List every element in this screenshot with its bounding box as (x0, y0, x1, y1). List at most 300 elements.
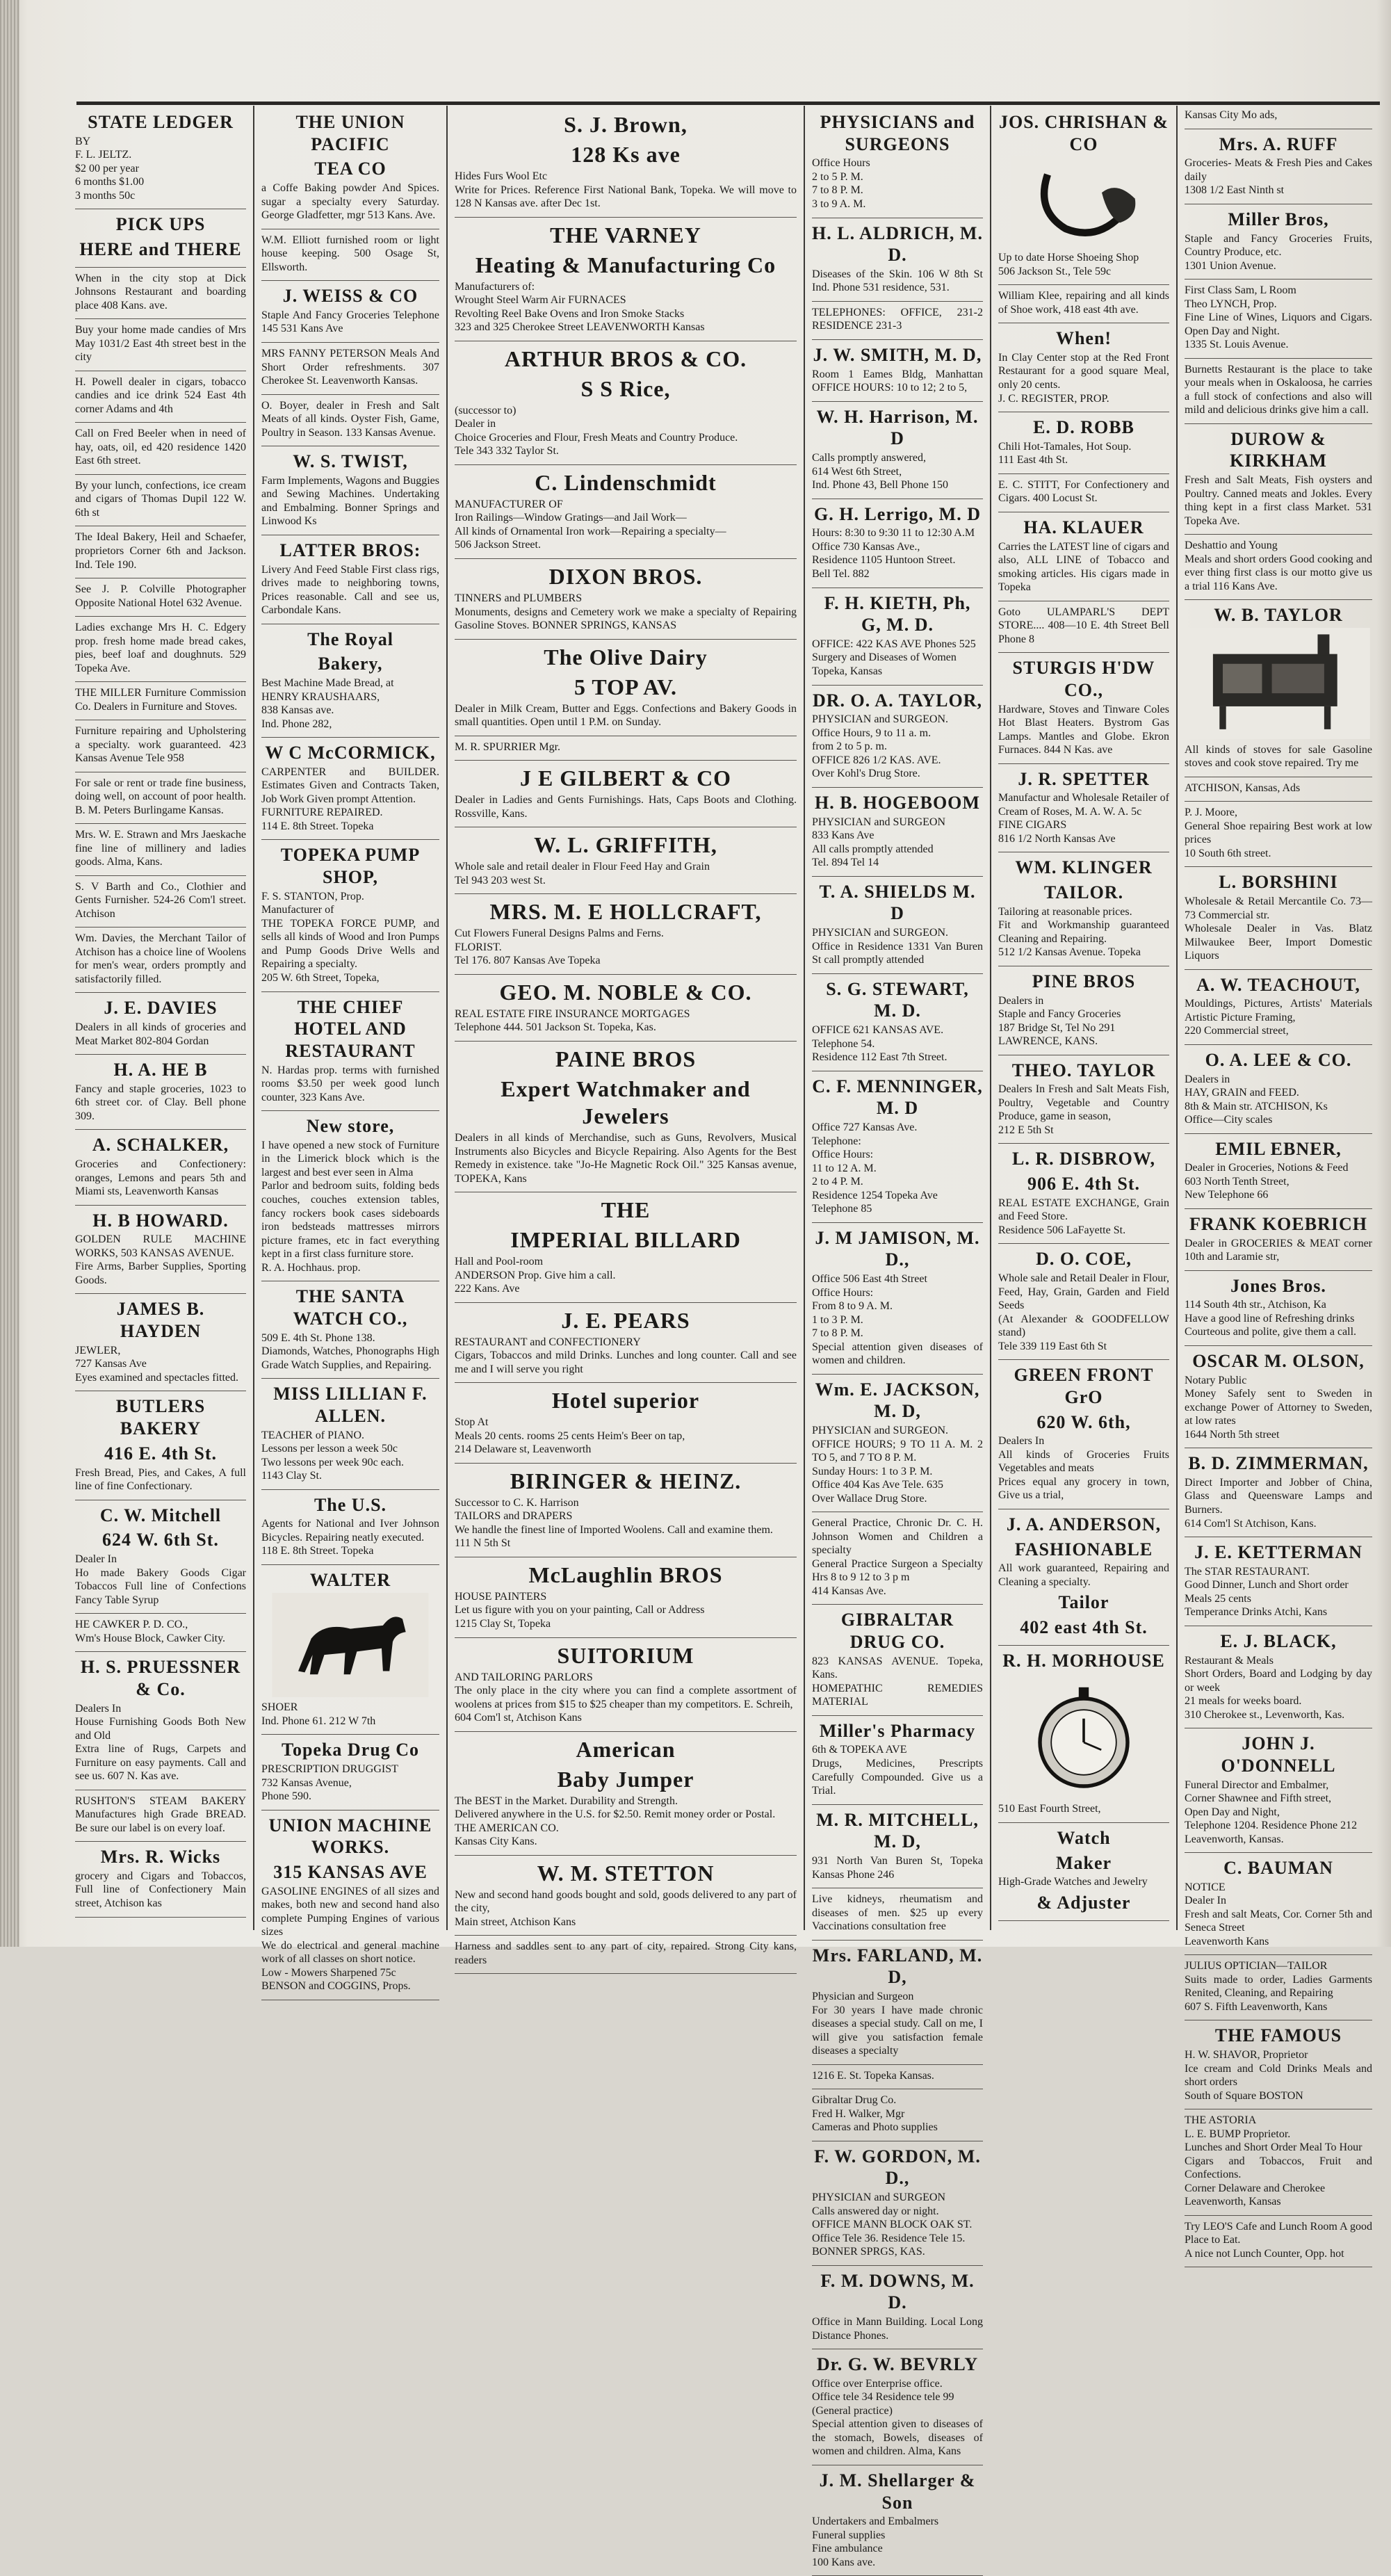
advertisement (75, 479, 246, 520)
ad-subheadline: 402 east 4th St. (1020, 1617, 1148, 1638)
advertisement (1185, 539, 1372, 593)
ad-body-line: M. R. SPURRIER Mgr. (455, 740, 561, 753)
ad-divider (455, 464, 797, 465)
page-binding-edge (0, 0, 19, 1947)
ad-headline: W. L. GRIFFITH, (534, 832, 717, 858)
ad-body-line: Money Safely sent to Sweden in exchange Power of Attorney to Sweden, at low rates (1185, 1388, 1372, 1427)
advertisement (998, 517, 1169, 594)
ad-headline: H. B. HOGEBOOM (815, 792, 980, 813)
ad-body-line: Topeka, Kansas (812, 665, 883, 677)
advertisement (261, 1815, 439, 1993)
advertisement (998, 1148, 1169, 1237)
ad-body-line: Wm. Davies, the Merchant Tailor of Atchison has a choice line of Woolens for men's wear, orders promptly and satisfactorily filled. (75, 932, 246, 985)
ad-body-line: Tele 339 119 East 6th St (998, 1340, 1107, 1352)
ad-divider (455, 1041, 797, 1042)
ad-headline: MRS. M. E HOLLCRAFT, (489, 899, 762, 925)
ad-body-line: Office—City scales (1185, 1114, 1273, 1126)
ad-body-line: ANDERSON Prop. Give him a call. (455, 1269, 616, 1281)
ad-body-line: 1335 St. Louis Avenue. (1185, 339, 1289, 351)
ad-body-line: 8th & Main str. ATCHISON, Ks (1185, 1100, 1328, 1112)
ad-body-line: Office over Enterprise office. (812, 2377, 943, 2390)
column-5 (993, 108, 1175, 1930)
advertisement (1185, 1350, 1372, 1441)
ad-body-line: 604 Com'l st, Atchison Kans (455, 1712, 582, 1724)
ad-body-line: HENRY KRAUSHAARS, (261, 690, 380, 703)
ad-divider (75, 1841, 246, 1842)
advertisement (1185, 2114, 1372, 2209)
ad-headline: O. A. LEE & CO. (1205, 1049, 1352, 1070)
ad-body-line: 118 E. 8th Street. Topeka (261, 1545, 374, 1557)
advertisement (812, 2069, 983, 2083)
ad-body-line: Groceries- Meats & Fresh Pies and Cakes daily (1185, 157, 1372, 183)
ad-body-line: Burnetts Restaurant is the place to take your meals when in Oskaloosa, he carries a full stock of confections and also will mild and delicious drinks give him a call. (1185, 363, 1372, 416)
ad-body-line: Let us figure with you on your painting, Call or Address (455, 1604, 705, 1617)
ad-divider (75, 681, 246, 682)
ad-headline: J. E. DAVIES (104, 998, 218, 1019)
ad-headline: J E GILBERT & CO (519, 765, 732, 791)
ad-divider (455, 1973, 797, 1974)
ad-body-line: 1215 Clay St, Topeka (455, 1617, 551, 1630)
ad-body-line: Undertakers and Embalmers (812, 2516, 939, 2528)
ad-body-line: Dealers In (998, 1435, 1045, 1448)
ad-body-line: Dealer In (1185, 1895, 1226, 1907)
advertisement (261, 1739, 439, 1803)
advertisement (455, 1307, 797, 1377)
ad-body-line: Staple and Fancy Groceries (998, 1008, 1121, 1021)
ad-headline: Hotel superior (551, 1388, 700, 1413)
ad-divider (998, 1359, 1169, 1360)
ad-body-line: 212 E 5th St (998, 1124, 1054, 1136)
ad-body-line: (successor to) (455, 404, 516, 416)
advertisement (1185, 2025, 1372, 2103)
ad-headline: J. WEISS & CO (282, 286, 418, 307)
advertisement (812, 1379, 983, 1506)
ad-body-line: Room 1 Eames Bldg, Manhattan OFFICE HOURS: 10 to 12; 2 to 5, (812, 368, 983, 394)
ad-headline: American (576, 1736, 676, 1762)
ad-body-line: Office 727 Kansas Ave. (812, 1121, 918, 1133)
ad-body-line: Temperance Drinks Atchi, Kans (1185, 1606, 1328, 1619)
ad-divider (455, 1637, 797, 1638)
ad-body-line: Staple and Fancy Groceries Fruits, Country Produce, etc. (1185, 232, 1372, 259)
ad-body-line: 727 Kansas Ave (75, 1358, 147, 1370)
ad-divider (75, 318, 246, 319)
ad-body-line: 187 Bridge St, Tel No 291 (998, 1021, 1116, 1034)
ad-divider (261, 1564, 439, 1565)
ad-headline: STATE LEDGER (88, 112, 234, 132)
ad-body-line: Special attention given diseases of women and children. (812, 1340, 983, 1367)
ad-body-line: Funeral Director and Embalmer, (1185, 1779, 1329, 1791)
ad-body-line: Office 506 East 4th Street (812, 1273, 927, 1286)
ad-subheadline: 620 W. 6th, (1036, 1411, 1131, 1432)
ad-body-line: Short Orders, Board and Lodging by day or week (1185, 1668, 1372, 1694)
ad-headline: THEO. TAYLOR (1011, 1060, 1156, 1080)
ad-body-line: In Clay Center stop at the Red Front Restaurant for a good square Meal, only 20 cents. (998, 351, 1169, 391)
ad-body-line: 7 to 8 P. M. (812, 1327, 863, 1340)
ad-body-line: TAILORS and DRAPERS (455, 1510, 573, 1523)
ad-body-line: P. J. Moore, (1185, 807, 1238, 819)
ad-headline: WM. KLINGER (1015, 857, 1153, 878)
ad-headline: W C McCORMICK, (265, 743, 436, 763)
ad-divider (261, 1734, 439, 1735)
ad-headline: Jones Bros. (1230, 1275, 1326, 1296)
ad-body-line: Fancy and staple groceries, 1023 to 6th street cor. of Clay. Bell phone 309. (75, 1083, 246, 1122)
ad-subheadline: Bakery, (318, 654, 383, 674)
ad-divider (1185, 534, 1372, 535)
ad-body-line: William Klee, repairing and all kinds of Shoe work, 418 east 4th ave. (998, 290, 1169, 316)
ad-body-line: 510 East Fourth Street, (998, 1803, 1101, 1815)
ad-body-line: Mrs. W. E. Strawn and Mrs Jaeskache fine line of millinery and ladies goods. Alma, Kans. (75, 829, 246, 868)
advertisement (1185, 209, 1372, 273)
advertisement (75, 1210, 246, 1288)
ad-body-line: South of Square BOSTON (1185, 2089, 1303, 2102)
ad-divider (1185, 1345, 1372, 1346)
advertisement (261, 996, 439, 1105)
ad-headline: A. W. TEACHOUT, (1196, 974, 1360, 995)
ad-body-line: Cameras and Photo supplies (812, 2121, 938, 2134)
advertisement (455, 1046, 797, 1185)
ad-divider (812, 685, 983, 686)
ad-body-line: 3 months 50c (75, 189, 136, 202)
ad-body-line: Monuments, designs and Cemetery work we make a specialty of Repairing Gasoline Stoves. BONNER SPRINGS, KANSAS (455, 606, 797, 632)
advertisement (998, 606, 1169, 647)
ad-headline: Miller's Pharmacy (819, 1720, 976, 1741)
column-4 (806, 108, 989, 2568)
ad-divider (261, 737, 439, 738)
advertisement (998, 327, 1169, 405)
advertisement (261, 1286, 439, 1372)
ad-body-line: See J. P. Colville Photographer Opposite National Hotel 632 Avenue. (75, 583, 246, 609)
ad-body-line: Low - Mowers Sharpened 75c (261, 1966, 396, 1979)
ad-body-line: GOLDEN RULE MACHINE WORKS, 503 KANSAS AVENUE. (75, 1233, 246, 1259)
ad-headline: C. BAUMAN (1223, 1858, 1333, 1879)
ad-body-line: 6 months $1.00 (75, 176, 145, 188)
ad-headline: S. J. Brown, (564, 112, 688, 137)
advertisement (812, 2146, 983, 2259)
ad-body-line: Gibraltar Drug Co. (812, 2094, 897, 2107)
ad-body-line: 323 and 325 Cherokee Street LEAVENWORTH Kansas (455, 321, 705, 334)
ad-divider (75, 875, 246, 876)
ad-divider (261, 280, 439, 281)
ad-divider (998, 1645, 1169, 1646)
ad-divider (261, 1378, 439, 1379)
ad-body-line: Over Wallace Drug Store. (812, 1492, 927, 1505)
ad-body-line: Hall and Pool-room (455, 1256, 544, 1268)
ad-body-line: Ladies exchange Mrs H. C. Edgery prop. fresh home made bread cakes, pies, beef loaf and doughnuts. 529 Topeka Ave. (75, 622, 246, 674)
ad-body-line: Kansas City Mo ads, (1185, 109, 1278, 121)
ad-body-line: Office tele 34 Residence tele 99 (812, 2391, 954, 2404)
ad-subheadline: HERE and THERE (79, 239, 242, 260)
ad-divider (75, 422, 246, 423)
ad-headline: When! (1055, 328, 1112, 349)
ad-subheadline: 128 Ks ave (571, 142, 681, 168)
advertisement (1185, 2220, 1372, 2261)
ad-body-line: Cigars, Tobaccos and mild Drinks. Lunches and long counter. Call and see me and I will serve you right (455, 1350, 797, 1375)
ad-headline: J. E. PEARS (561, 1307, 690, 1333)
advertisement (998, 111, 1169, 278)
advertisement (1185, 1857, 1372, 1948)
ad-headline: H. S. PRUESSNER & Co. (80, 1657, 241, 1699)
advertisement (455, 765, 797, 820)
ad-body-line: Bell Tel. 882 (812, 568, 870, 580)
ad-divider (75, 267, 246, 268)
ad-headline: McLaughlin BROS (528, 1562, 723, 1587)
ad-divider (455, 1935, 797, 1936)
column-divider (1176, 106, 1178, 1930)
ad-body-line: 614 Com'l St Atchison, Kans. (1185, 1517, 1317, 1530)
ad-body-line: Farm Implements, Wagons and Buggies and Sewing Machines. Undertaking and Embalming. Bonner Springs and Linwood Ks (261, 474, 439, 528)
ad-body-line: Hours: 8:30 to 9:30 11 to 12:30 A.M (812, 527, 975, 540)
advertisement (812, 1945, 983, 2058)
ad-headline: Watch (1057, 1827, 1111, 1848)
ad-headline: FRANK KOEBRICH (1189, 1213, 1367, 1234)
ad-body-line: S. V Barth and Co., Clothier and Gents Furnisher. 524-26 Com'l street. Atchison (75, 880, 246, 920)
ad-divider (75, 1129, 246, 1130)
advertisement (455, 979, 797, 1035)
ad-body-line: THE AMERICAN CO. (455, 1822, 559, 1834)
ad-body-line: For sale or rent or trade fine business, doing well, on account of poor health. B. M. Peters Burlingame Kansas. (75, 777, 246, 816)
ad-headline: New store, (306, 1116, 395, 1137)
ad-body-line: 1143 Clay St. (261, 1470, 322, 1482)
ad-body-line: N. Hardas prop. terms with furnished rooms $3.50 per week good lunch counter, 323 Kans Ave. (261, 1064, 439, 1103)
ad-body-line: Over Kohl's Drug Store. (812, 768, 920, 780)
ad-body-line: HAY, GRAIN and FEED. (1185, 1087, 1299, 1099)
ad-body-line: 6th & TOPEKA AVE (812, 1744, 907, 1756)
ad-divider (812, 401, 983, 402)
ad-headline: E. J. BLACK, (1220, 1630, 1337, 1651)
ad-headline: MISS LILLIAN F. ALLEN. (273, 1384, 428, 1426)
advertisement (812, 592, 983, 679)
column-6 (1179, 108, 1378, 2260)
ad-body-line: BY (75, 135, 91, 147)
ad-body-line: TEACHER of PIANO. (261, 1429, 364, 1441)
advertisement (455, 1387, 797, 1457)
ad-headline: J. A. ANDERSON, (1006, 1514, 1162, 1534)
ad-body-line: All kinds of stoves for sale Gasoline stoves and cook stove repaired. Try me (1185, 743, 1372, 770)
ad-headline: J. M JAMISON, M. D., (815, 1227, 980, 1270)
advertisement (75, 1846, 246, 1910)
ad-headline: Miller Bros, (1228, 209, 1329, 229)
advertisement (455, 1736, 797, 1849)
ad-body-line: Tel 943 203 west St. (455, 874, 546, 886)
ad-headline: The Olive Dairy (544, 644, 708, 670)
ad-subheadline: 315 KANSAS AVE (273, 1862, 428, 1883)
ad-body-line: Physician and Surgeon (812, 1991, 914, 2002)
ad-headline: Wm. E. JACKSON, M. D, (815, 1379, 980, 1422)
ad-body-line: New and second hand goods bought and sold, goods delivered to any part of the city, (455, 1888, 797, 1915)
ad-body-line: NOTICE (1185, 1881, 1226, 1893)
ad-body-line: HOMEPATHIC REMEDIES MATERIAL (812, 1682, 983, 1708)
ad-body-line: Calls answered day or night. (812, 2205, 939, 2217)
advertisement (75, 686, 246, 713)
ad-divider (1185, 1954, 1372, 1955)
advertisement (75, 111, 246, 202)
ad-body-line: Choice Groceries and Flour, Fresh Meats and Country Produce. (455, 431, 738, 444)
ad-body-line: OFFICE 826 1/2 KAS. AVE. (812, 754, 941, 766)
ad-headline: THE CHIEF HOTEL AND RESTAURANT (285, 996, 416, 1061)
advertisement (812, 690, 983, 781)
advertisement (998, 1650, 1169, 1816)
ad-headline: W. S. TWIST, (293, 451, 408, 472)
ad-body-line: Suits made to order, Ladies Garments Renited, Cleaning, and Repairing (1185, 1973, 1372, 2000)
ad-headline: J. W. SMITH, M. D, (813, 345, 982, 365)
advertisement (261, 285, 439, 336)
ad-body-line: PHYSICIAN and SURGEON. (812, 713, 949, 726)
ad-body-line: 414 Kansas Ave. (812, 1585, 886, 1597)
ad-body-line: Telephone 85 (812, 1203, 872, 1215)
advertisement (75, 1298, 246, 1384)
ad-body-line: MANUFACTURER OF (455, 498, 563, 510)
ad-divider (998, 652, 1169, 653)
ad-body-line: 21 meals for weeks board. (1185, 1695, 1302, 1708)
ad-body-line: Meals and short orders Good cooking and ever thing first class is our motto give us a trial 116 Kans Ave. (1185, 553, 1372, 592)
advertisement (75, 1795, 246, 1836)
ad-headline: GREEN FRONT GrO (1014, 1365, 1154, 1407)
ad-body-line: Telephone 444. 501 Jackson St. Topeka, Kas. (455, 1021, 656, 1034)
ad-divider (75, 1054, 246, 1055)
ad-headline: H. B HOWARD. (92, 1210, 229, 1231)
advertisement (261, 1494, 439, 1558)
ad-body-line: PRESCRIPTION DRUGGIST (261, 1763, 398, 1776)
ad-body-line: Wm's House Block, Cawker City. (75, 1632, 226, 1644)
advertisement (1185, 1541, 1372, 1619)
ad-body-line: Cut Flowers Funeral Designs Palms and Ferns. (455, 927, 664, 940)
ad-body-line: SHOER (261, 1701, 298, 1714)
ad-divider (812, 1604, 983, 1605)
advertisement (812, 222, 983, 295)
ad-body-line: Wholesale Dealer in Vas. Blatz Milwaukee Beer, Import Domestic Liquors (1185, 923, 1372, 962)
ad-divider (812, 1222, 983, 1223)
ad-headline: Mrs. R. Wicks (100, 1847, 221, 1868)
ad-body-line: The Ideal Bakery, Heil and Schaefer, proprietors Corner 6th and Jackson. Ind. Tele 190. (75, 531, 246, 571)
ad-headline: S. G. STEWART, M. D. (826, 978, 969, 1021)
ad-body-line: Hardware, Stoves and Tinware Coles Hot Blast Heaters. Bystrom Gas Lamps. Mantles and Globe. Ekron Furnaces. 844 N Kas. ave (998, 703, 1169, 756)
ad-body-line: Fire Arms, Barber Supplies, Sporting Goods. (75, 1261, 246, 1286)
ad-headline: WALTER (309, 1569, 391, 1590)
ad-divider (455, 1302, 797, 1303)
ad-body-line: Revolting Reel Bake Ovens and Iron Smoke Stacks (455, 307, 685, 320)
ad-subheadline: Expert Watchmaker and Jewelers (501, 1076, 751, 1128)
ad-body-line: Notary Public (1185, 1374, 1247, 1386)
advertisement (1185, 1630, 1372, 1722)
ad-body-line: F. S. STANTON, Prop. (261, 890, 364, 902)
ad-body-line: Dealer In (75, 1553, 117, 1566)
advertisement (998, 289, 1169, 316)
ad-divider (812, 1715, 983, 1716)
advertisement (75, 1618, 246, 1645)
ad-body-line: Dealer in (455, 418, 496, 430)
ad-body-line: Live kidneys, rheumatism and diseases of men. $25 up every Vaccinations consultation free (812, 1893, 983, 1933)
ad-body-line: Phone 590. (261, 1790, 311, 1803)
ad-divider (455, 760, 797, 761)
ad-divider (812, 1940, 983, 1941)
advertisement (1185, 108, 1372, 122)
advertisement (1185, 1733, 1372, 1846)
advertisement (812, 1893, 983, 1934)
ad-body-line: 11 to 12 A. M. (812, 1162, 877, 1174)
ad-body-line: 509 E. 4th St. Phone 138. (261, 1331, 375, 1344)
advertisement (75, 1656, 246, 1783)
ad-body-line: Special attention given to diseases of the stomach, Bowels, diseases of women and children. Alma, Kans (812, 2418, 983, 2458)
ad-headline: H. L. ALDRICH, M. D. (812, 222, 983, 266)
advertisement (998, 1248, 1169, 1353)
ad-divider (75, 1293, 246, 1294)
ad-body-line: 222 Kans. Ave (455, 1283, 520, 1295)
ad-headline: UNION MACHINE WORKS. (268, 1815, 432, 1858)
ad-body-line: Fine Line of Wines, Liquors and Cigars. Open Day and Night. (1185, 311, 1372, 337)
ad-body-line: Furniture repairing and Upholstering a specialty. work guaranteed. 423 Kansas Avenue Tele 958 (75, 725, 246, 765)
ad-divider (1185, 279, 1372, 280)
ad-headline: THE FAMOUS (1214, 2025, 1342, 2046)
advertisement (75, 997, 246, 1048)
ad-divider (455, 558, 797, 559)
advertisement (75, 375, 246, 416)
ad-body-line: 833 Kans Ave (812, 829, 875, 842)
ad-body-line: Up to date Horse Shoeing Shop (998, 252, 1139, 264)
advertisement (1185, 806, 1372, 860)
advertisement (812, 792, 983, 870)
ad-headline: L. BORSHINI (1219, 872, 1338, 893)
ad-body-line: Hides Furs Wool Etc (455, 170, 548, 183)
ad-body-line: 205 W. 6th Street, Topeka, (261, 971, 380, 984)
ad-divider (1185, 866, 1372, 867)
ad-body-line: 931 North Van Buren St, Topeka Kansas Phone 246 (812, 1854, 983, 1881)
advertisement (455, 469, 797, 552)
ad-body-line: Carries the LATEST line of cigars and also, ALL LINE of Tobacco and smoking articles. His cigars made in Topeka (998, 540, 1169, 594)
ad-headline: STURGIS H'DW CO., (1012, 658, 1155, 700)
ad-headline: SUITORIUM (557, 1642, 694, 1668)
ad-body-line: 506 Jackson St., Tele 59c (998, 265, 1112, 277)
ad-body-line: Stop At (455, 1416, 489, 1429)
ad-divider (261, 1110, 439, 1111)
advertisement (1185, 1213, 1372, 1264)
ad-body-line: PHYSICIAN and SURGEON. (812, 1425, 949, 1437)
ad-body-line: O. Boyer, dealer in Fresh and Salt Meats of all kinds. Oyster Fish, Game, Poultry in Season. 133 Kansas Avenue. (261, 399, 439, 439)
ad-body-line: Dealer in Ladies and Gents Furnishings. Hats, Caps Boots and Clothing. Rossville, Kans. (455, 794, 797, 820)
ad-body-line: Leavenworth, Kansas. (1185, 1833, 1284, 1845)
ad-subheadline: Baby Jumper (557, 1766, 694, 1792)
advertisement (812, 1076, 983, 1216)
ad-body-line: RESTAURANT and CONFECTIONERY (455, 1336, 641, 1348)
ad-headline: THE VARNEY (550, 222, 701, 248)
advertisement (998, 416, 1169, 467)
advertisement (1185, 284, 1372, 352)
ad-body-line: 2 to 4 P. M. (812, 1176, 863, 1188)
ad-body-line: MRS FANNY PETERSON Meals And Short Order refreshments. 307 Cherokee St. Leavenworth Kansas. (261, 348, 439, 387)
ad-body-line: Residence 1254 Topeka Ave (812, 1189, 938, 1201)
ad-body-line: THE ASTORIA (1185, 2114, 1257, 2127)
ad-body-line: Groceries and Confectionery: oranges, Lemons and pears 5th and Miami sts, Leavenworth Kansas (75, 1158, 246, 1198)
ad-divider (812, 973, 983, 974)
ad-divider (812, 2265, 983, 2266)
ad-divider (1185, 801, 1372, 802)
ad-headline: BIRINGER & HEINZ. (510, 1468, 742, 1493)
ad-headline: PINE BROS (1032, 971, 1136, 991)
ad-body-line: a Coffe Baking powder And Spices. sugar a specialty every Saturday. George Gladfetter, mgr 513 Kans. Ave. (261, 182, 439, 222)
ad-body-line: First Class Sam, L Room (1185, 284, 1296, 297)
ad-body-line: Call on Fred Beeler when in need of hay, oats, oil, ed 420 residence 1420 East 6th street. (75, 428, 246, 467)
ad-body-line: PHYSICIAN and SURGEON (812, 816, 946, 828)
ad-headline: A. SCHALKER, (92, 1135, 229, 1156)
ad-headline: JOS. CHRISHAN & CO (999, 112, 1169, 154)
advertisement (75, 932, 246, 986)
ad-body-line: Restaurant & Meals (1185, 1654, 1274, 1667)
advertisement (75, 213, 246, 260)
advertisement (455, 740, 797, 754)
ad-body-line: FLORIST. (455, 941, 502, 953)
ad-body-line: PHYSICIAN and SURGEON (812, 2192, 946, 2204)
ad-headline: W. M. STETTON (537, 1860, 715, 1886)
ad-body-line: 838 Kansas ave. (261, 704, 334, 717)
